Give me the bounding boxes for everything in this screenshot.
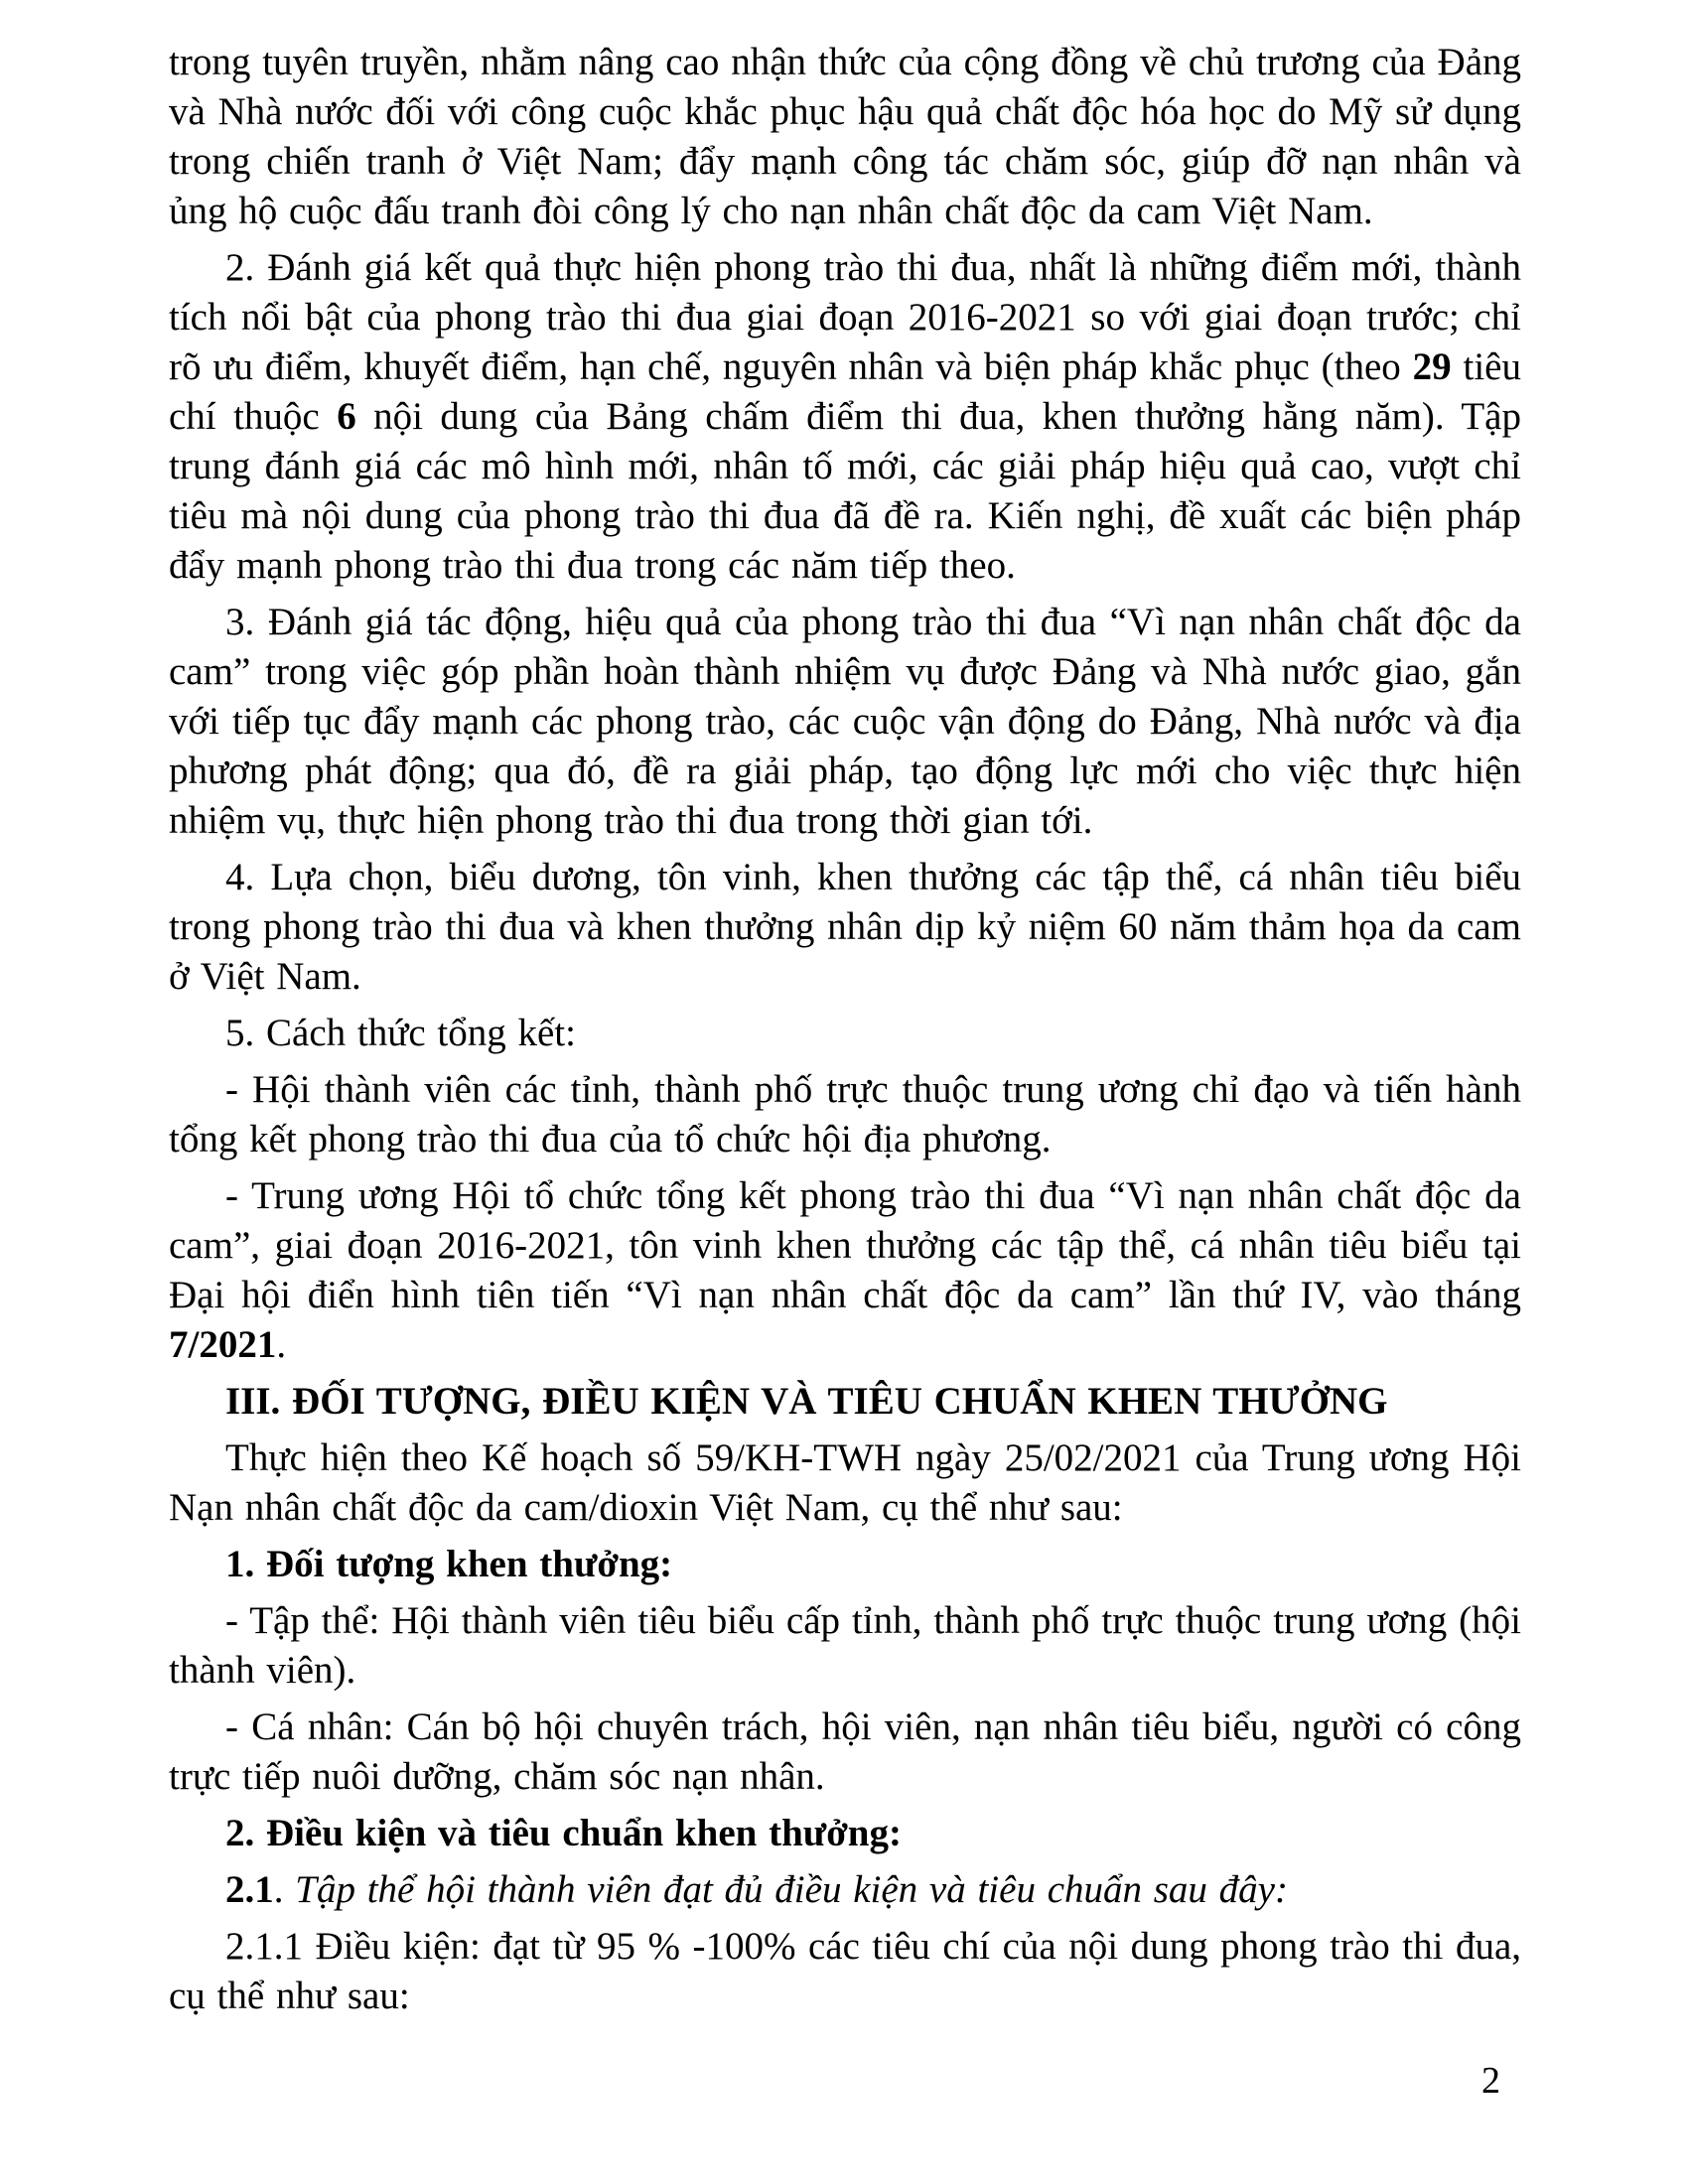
text-run: nội dung của Bảng chấm điểm thi đua, khen thưởng hằng năm). Tập trung đánh giá các mô hình mới, nhân tố mới, các giải pháp hiệu quả cao, vượt chỉ tiêu mà nội dung của phong trào thi đua đã đề ra. Kiến nghị, đề xuất các biện pháp đẩy mạnh phong trào thi đua trong các năm tiếp theo. [169, 395, 1521, 587]
subheading-1-doi-tuong [169, 1540, 1521, 1589]
text-run: 6 [337, 395, 356, 438]
paragraph-item-5 [169, 1009, 1521, 1058]
page-number: 2 [1481, 2060, 1500, 2102]
text-run: trong tuyên truyền, nhằm nâng cao nhận thức của cộng đồng về chủ trương của Đảng và Nhà nước đối với công cuộc khắc phục hậu quả chất độc hóa học do Mỹ sử dụng trong chiến tranh ở Việt Nam; đẩy mạnh công tác chăm sóc, giúp đỡ nạn nhân và ủng hộ cuộc đấu tranh đòi công lý cho nạn nhân chất độc da cam Việt Nam. [169, 41, 1521, 232]
text-run: . [273, 1868, 296, 1911]
text-run: 2. Đánh giá kết quả thực hiện phong trào thi đua, nhất là những điểm mới, thành tích nổi bật của phong trào thi đua giai đoạn 2016-2021 so với giai đoạn trước; chỉ rõ ưu điểm, khuyết điểm, hạn chế, nguyên nhân và biện pháp khắc phục (theo [169, 246, 1521, 388]
text-run: 2.1.1 Điều kiện: đạt từ 95 % -100% các tiêu chí của nội dung phong trào thi đua, cụ thể như sau: [169, 1925, 1521, 2017]
document-body [169, 38, 1521, 2028]
paragraph-dash-central [169, 1171, 1521, 1370]
text-run: 2.1 [225, 1868, 274, 1911]
paragraph-dash-tap-the [169, 1596, 1521, 1696]
text-run: III. ĐỐI TƯỢNG, ĐIỀU KIỆN VÀ TIÊU CHUẨN KHEN THƯỞNG [225, 1380, 1388, 1423]
text-run: - Cá nhân: Cán bộ hội chuyên trách, hội viên, nạn nhân tiêu biểu, người có công trực tiếp nuôi dưỡng, chăm sóc nạn nhân. [169, 1706, 1521, 1798]
paragraph-dash-local [169, 1065, 1521, 1164]
paragraph-2-1-1 [169, 1922, 1521, 2021]
text-run: tiêu chí thuộc [169, 345, 1521, 438]
paragraph-item-2 [169, 243, 1521, 591]
paragraph-dash-ca-nhan [169, 1703, 1521, 1802]
text-run: - Hội thành viên các tỉnh, thành phố trực thuộc trung ương chỉ đạo và tiến hành tổng kết phong trào thi đua của tổ chức hội địa phương. [169, 1068, 1521, 1160]
text-run: Tập thể hội thành viên đạt đủ điều kiện và tiêu chuẩn sau đây: [295, 1868, 1288, 1911]
paragraph-implementation [169, 1433, 1521, 1533]
text-run: 2. Điều kiện và tiêu chuẩn khen thưởng: [225, 1812, 902, 1854]
text-run: 29 [1412, 345, 1452, 388]
paragraph-item-4 [169, 853, 1521, 1002]
text-run: 7/2021 [169, 1323, 277, 1366]
paragraph-continuation [169, 38, 1521, 236]
text-run: Thực hiện theo Kế hoạch số 59/KH-TWH ngày 25/02/2021 của Trung ương Hội Nạn nhân chất độc da cam/dioxin Việt Nam, cụ thể như sau: [169, 1436, 1521, 1529]
text-run: . [276, 1323, 287, 1366]
paragraph-item-3 [169, 598, 1521, 846]
section-heading-iii [169, 1377, 1521, 1427]
text-run: - Tập thể: Hội thành viên tiêu biểu cấp tỉnh, thành phố trực thuộc trung ương (hội thành viên). [169, 1599, 1521, 1692]
text-run: 5. Cách thức tổng kết: [225, 1012, 576, 1054]
subheading-2-dieu-kien [169, 1809, 1521, 1858]
text-run: 1. Đối tượng khen thưởng: [225, 1543, 673, 1585]
text-run: 3. Đánh giá tác động, hiệu quả của phong trào thi đua “Vì nạn nhân chất độc da cam” trong việc góp phần hoàn thành nhiệm vụ được Đảng và Nhà nước giao, gắn với tiếp tục đẩy mạnh các phong trào, các cuộc vận động do Đảng, Nhà nước và địa phương phát động; qua đó, đề ra giải pháp, tạo động lực mới cho việc thực hiện nhiệm vụ, thực hiện phong trào thi đua trong thời gian tới. [169, 601, 1521, 842]
text-run: 4. Lựa chọn, biểu dương, tôn vinh, khen thưởng các tập thể, cá nhân tiêu biểu trong phong trào thi đua và khen thưởng nhân dịp kỷ niệm 60 năm thảm họa da cam ở Việt Nam. [169, 856, 1521, 998]
subheading-2-1 [169, 1865, 1521, 1915]
text-run: - Trung ương Hội tổ chức tổng kết phong trào thi đua “Vì nạn nhân chất độc da cam”, giai đoạn 2016-2021, tôn vinh khen thưởng các tập thể, cá nhân tiêu biểu tại Đại hội điển hình tiên tiến “Vì nạn nhân chất độc da cam” lần thứ IV, vào tháng [169, 1174, 1521, 1316]
